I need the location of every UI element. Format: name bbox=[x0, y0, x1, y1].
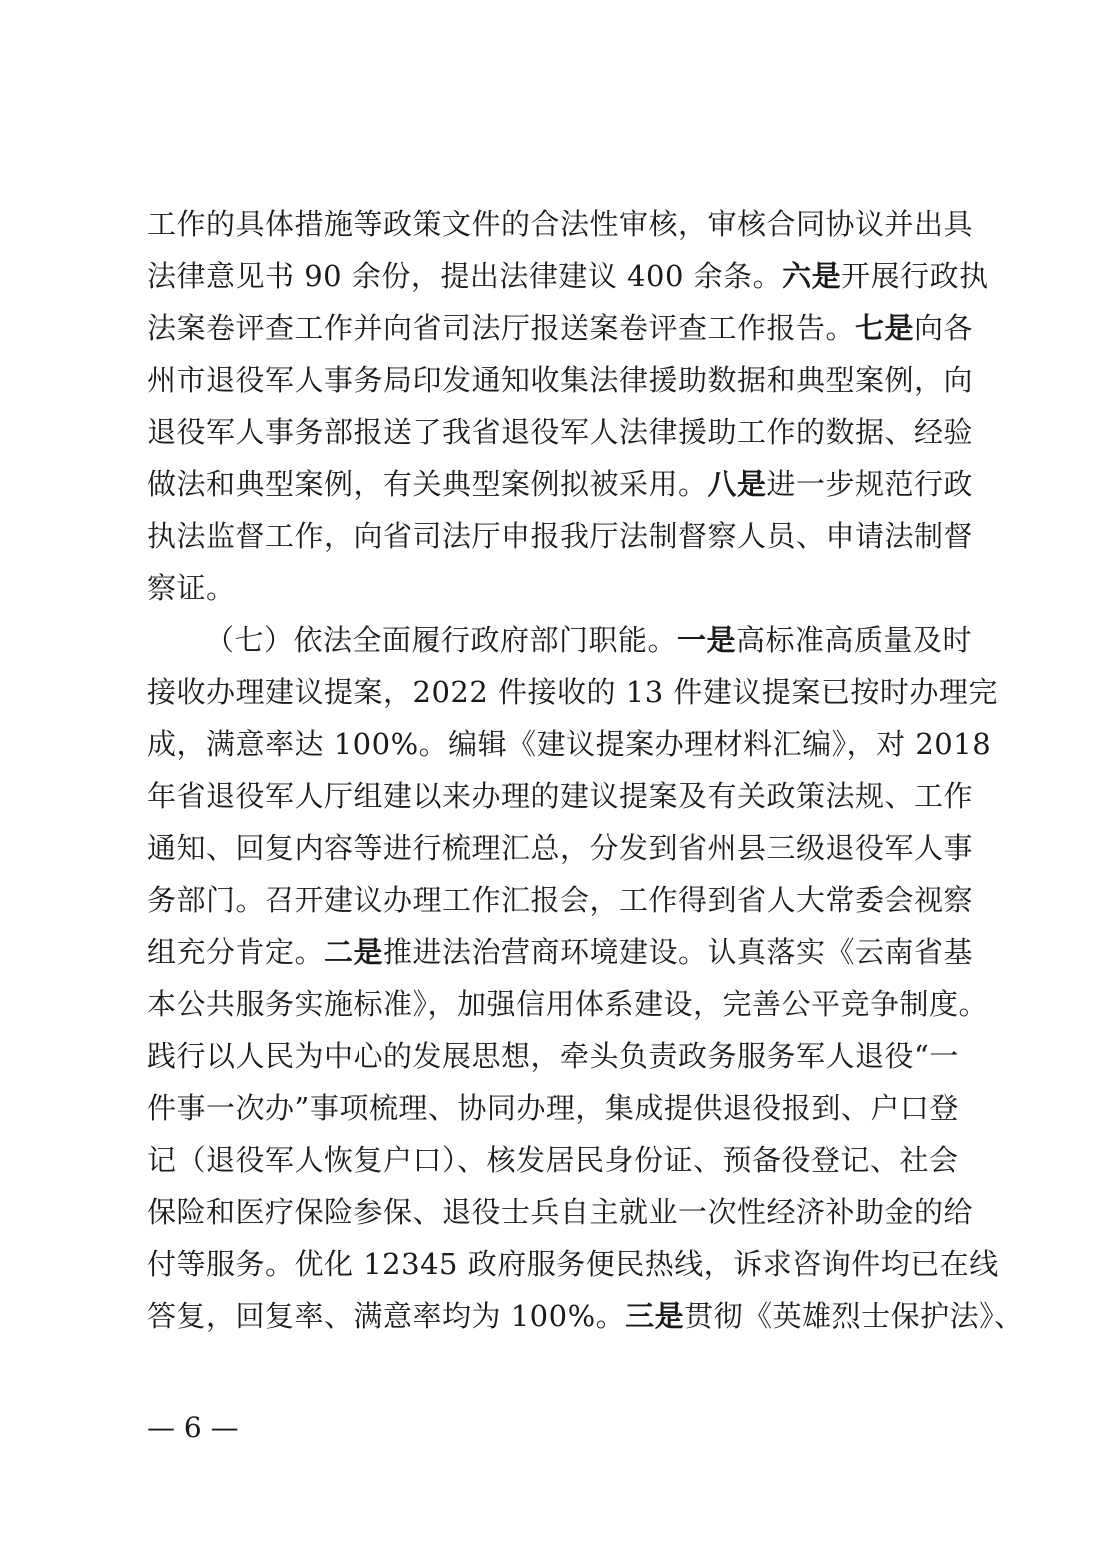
bold-ordinal: 三是 bbox=[625, 1299, 685, 1333]
text-segment: 付等服务。优化 12345 政府服务便民热线，诉求咨询件均已在线 bbox=[147, 1247, 999, 1281]
text-segment: 法律意见书 90 余份，提出法律建议 400 余条。 bbox=[147, 259, 783, 293]
text-line bbox=[147, 1186, 974, 1238]
text-line bbox=[147, 978, 989, 1030]
text-line bbox=[147, 822, 974, 874]
text-segment: 通知、回复内容等进行梳理汇总，分发到省州县三级退役军人事 bbox=[147, 831, 974, 865]
text-line bbox=[147, 718, 992, 770]
text-line bbox=[147, 1030, 967, 1082]
text-segment: 本公共服务实施标准》，加强信用体系建设，完善公平竞争制度。 bbox=[147, 987, 989, 1021]
text-line bbox=[147, 926, 974, 978]
text-segment: 践行以人民为中心的发展思想，牵头负责政务服务军人退役“一 bbox=[147, 1039, 959, 1073]
text-segment: 接收办理建议提案，2022 件接收的 13 件建议提案已按时办理完 bbox=[147, 675, 998, 709]
text-line bbox=[147, 770, 974, 822]
text-segment: 成，满意率达 100%。编辑《建议提案办理材料汇编》，对 2018 bbox=[147, 727, 992, 761]
text-segment: 工作的具体措施等政策文件的合法性审核，审核合同协议并出具 bbox=[147, 207, 974, 241]
text-segment: 年省退役军人厅组建以来办理的建议提案及有关政策法规、工作 bbox=[147, 779, 974, 813]
text-line bbox=[147, 406, 974, 458]
text-line bbox=[147, 302, 974, 354]
text-segment: 贯彻《英雄烈士保护法》、 bbox=[684, 1299, 1024, 1333]
bold-ordinal: 二是 bbox=[324, 935, 384, 969]
text-line bbox=[147, 458, 974, 510]
text-line bbox=[147, 1290, 1024, 1342]
bold-ordinal: 六是 bbox=[782, 259, 842, 293]
text-segment: 执法监督工作，向省司法厅申报我厅法制督察人员、申请法制督 bbox=[147, 519, 974, 553]
bold-ordinal: 八是 bbox=[707, 467, 767, 501]
page-number: — 6 — bbox=[147, 1411, 239, 1444]
text-segment: 高标准高质量及时 bbox=[736, 623, 973, 657]
text-segment: 退役军人事务部报送了我省退役军人法律援助工作的数据、经验 bbox=[147, 415, 974, 449]
text-segment: 保险和医疗保险参保、退役士兵自主就业一次性经济补助金的给 bbox=[147, 1195, 974, 1229]
text-segment: 记（退役军人恢复户口）、核发居民身份证、预备役登记、社会 bbox=[147, 1143, 959, 1177]
text-segment: 件事一次办”事项梳理、协同办理，集成提供退役报到、户口登 bbox=[147, 1091, 959, 1125]
text-segment: 进一步规范行政 bbox=[766, 467, 974, 501]
text-line bbox=[147, 874, 974, 926]
text-segment: 向各 bbox=[914, 311, 974, 345]
text-line bbox=[147, 250, 989, 302]
text-line bbox=[147, 198, 974, 250]
bold-ordinal: 七是 bbox=[855, 311, 915, 345]
body-text bbox=[147, 198, 1024, 1342]
text-line bbox=[147, 1082, 967, 1134]
text-segment: 答复，回复率、满意率均为 100%。 bbox=[147, 1299, 626, 1333]
text-line bbox=[147, 510, 974, 562]
text-segment: 察证。 bbox=[147, 571, 236, 605]
text-line bbox=[147, 354, 974, 406]
text-segment: 推进法治营商环境建设。认真落实《云南省基 bbox=[383, 935, 974, 969]
text-segment: 法案卷评查工作并向省司法厅报送案卷评查工作报告。 bbox=[147, 311, 856, 345]
text-line bbox=[147, 1134, 967, 1186]
text-line bbox=[147, 666, 998, 718]
text-line bbox=[147, 562, 967, 614]
text-segment: 州市退役军人事务局印发通知收集法律援助数据和典型案例，向 bbox=[147, 363, 974, 397]
text-segment: 做法和典型案例，有关典型案例拟被采用。 bbox=[147, 467, 708, 501]
text-line bbox=[147, 1238, 999, 1290]
text-segment: 组充分肯定。 bbox=[147, 935, 325, 969]
text-segment: 开展行政执 bbox=[841, 259, 989, 293]
bold-ordinal: 一是 bbox=[677, 623, 737, 657]
text-segment: （七）依法全面履行政府部门职能。 bbox=[205, 623, 678, 657]
text-segment: 务部门。召开建议办理工作汇报会，工作得到省人大常委会视察 bbox=[147, 883, 974, 917]
text-line bbox=[147, 614, 973, 666]
